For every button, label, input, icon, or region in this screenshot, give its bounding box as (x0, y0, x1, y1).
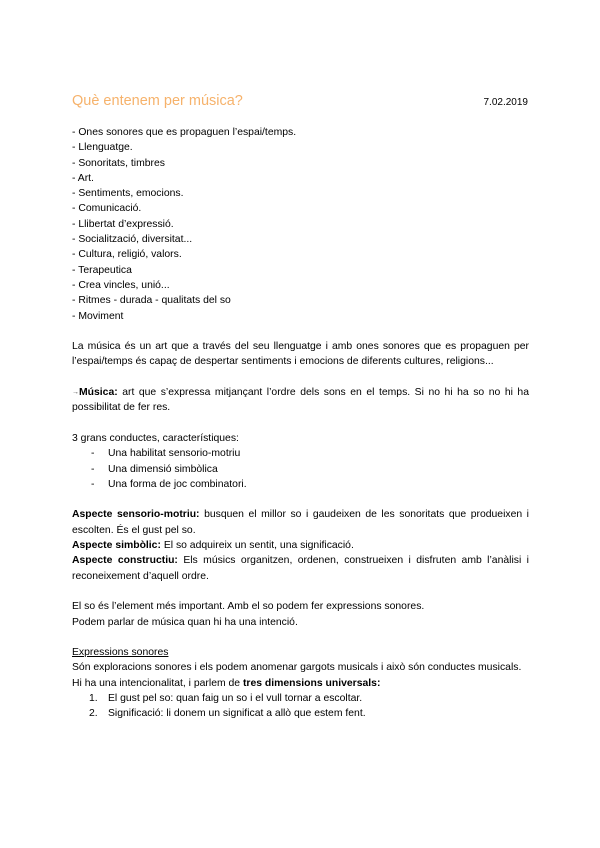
intent-bold: tres dimensions universals: (242, 677, 381, 689)
sound-sentence: El so és l’element més important. Amb el so podem fer expressions sonores. (72, 601, 425, 613)
music-definition (72, 385, 529, 416)
expressions-text: Són exploracions sonores i els podem anomenar gargots musicals i això són conductes musicals. (72, 662, 522, 674)
title-row (72, 93, 528, 113)
intent-sentence (72, 676, 529, 691)
intro-list (72, 125, 529, 324)
list-item: - Cultura, religió, valors. (72, 249, 182, 261)
list-item: - Una forma de joc combinatori. (72, 477, 529, 492)
list-item: - Una dimensió simbòlica (72, 462, 529, 477)
music-paragraph: La música és un art que a través del seu llenguatge i amb ones sonores que es propaguen per l’espai/temps és capaç de despertar sentiments i emocions de diferents cultures, religions... (72, 341, 529, 368)
intention-sentence: Podem parlar de música quan hi ha una intenció. (72, 616, 298, 628)
date-label: 7.02.2019 (483, 97, 528, 108)
aspect-term: Aspecte sensorio-motriu: (72, 509, 200, 521)
section-heading: Expressions sonores (72, 647, 169, 659)
list-item: - Llenguatge. (72, 142, 133, 154)
list-item: - Ritmes - durada - qualitats del so (72, 295, 231, 307)
intent-prefix: Hi ha una intencionalitat, i parlem de (72, 677, 243, 689)
aspect-term: Aspecte simbòlic: (72, 540, 161, 552)
aspect-term: Aspecte constructiu: (72, 555, 178, 567)
list-item: El gust pel so: quan faig un so i el vull tornar a escoltar. (108, 692, 363, 704)
list-item: - Socialització, diversitat... (72, 234, 193, 246)
list-item: - Terapeutica (72, 264, 132, 276)
list-item: - Llibertat d’expressió. (72, 218, 174, 230)
list-item: - Ones sonores que es propaguen l’espai/temps. (72, 127, 297, 138)
page-title: Què entenem per música? (72, 93, 243, 109)
aspect-text: busquen el millor so i gaudeixen de les sonoritats que produeixen i escolten. És el gust pel so. (72, 509, 529, 536)
list-item: Significació: li donem un significat a allò que estem fent. (108, 708, 366, 720)
list-item: - Comunicació. (72, 203, 142, 215)
conducts-intro: 3 grans conductes, característiques: (72, 432, 239, 444)
aspect-sensorio-motriu (72, 507, 529, 538)
conducts-list (72, 446, 529, 492)
arrow-icon: → (72, 389, 79, 397)
aspect-simbolic (72, 538, 529, 553)
definition-term: Música: (79, 387, 118, 399)
document-body (72, 125, 529, 722)
definition-text: art que s’expressa mitjançant l’ordre dels sons en el temps. Si no hi ha so no hi ha possibilitat de fer res. (72, 387, 529, 414)
dimensions-list (72, 691, 529, 722)
aspect-constructiu (72, 553, 529, 584)
list-item: - Una habilitat sensorio-motriu (72, 446, 529, 461)
list-item: - Crea vincles, unió... (72, 279, 170, 291)
aspect-text: El so adquireix un sentit, una significació. (160, 540, 354, 552)
aspect-text: Els músics organitzen, ordenen, construeixen i disfruten amb l’anàlisi i reconeixement d’aquell ordre. (72, 555, 529, 582)
list-item: - Sonoritats, timbres (72, 157, 165, 169)
list-item: - Moviment (72, 310, 124, 322)
list-item: - Sentiments, emocions. (72, 188, 184, 200)
list-item: - Art. (72, 172, 94, 184)
